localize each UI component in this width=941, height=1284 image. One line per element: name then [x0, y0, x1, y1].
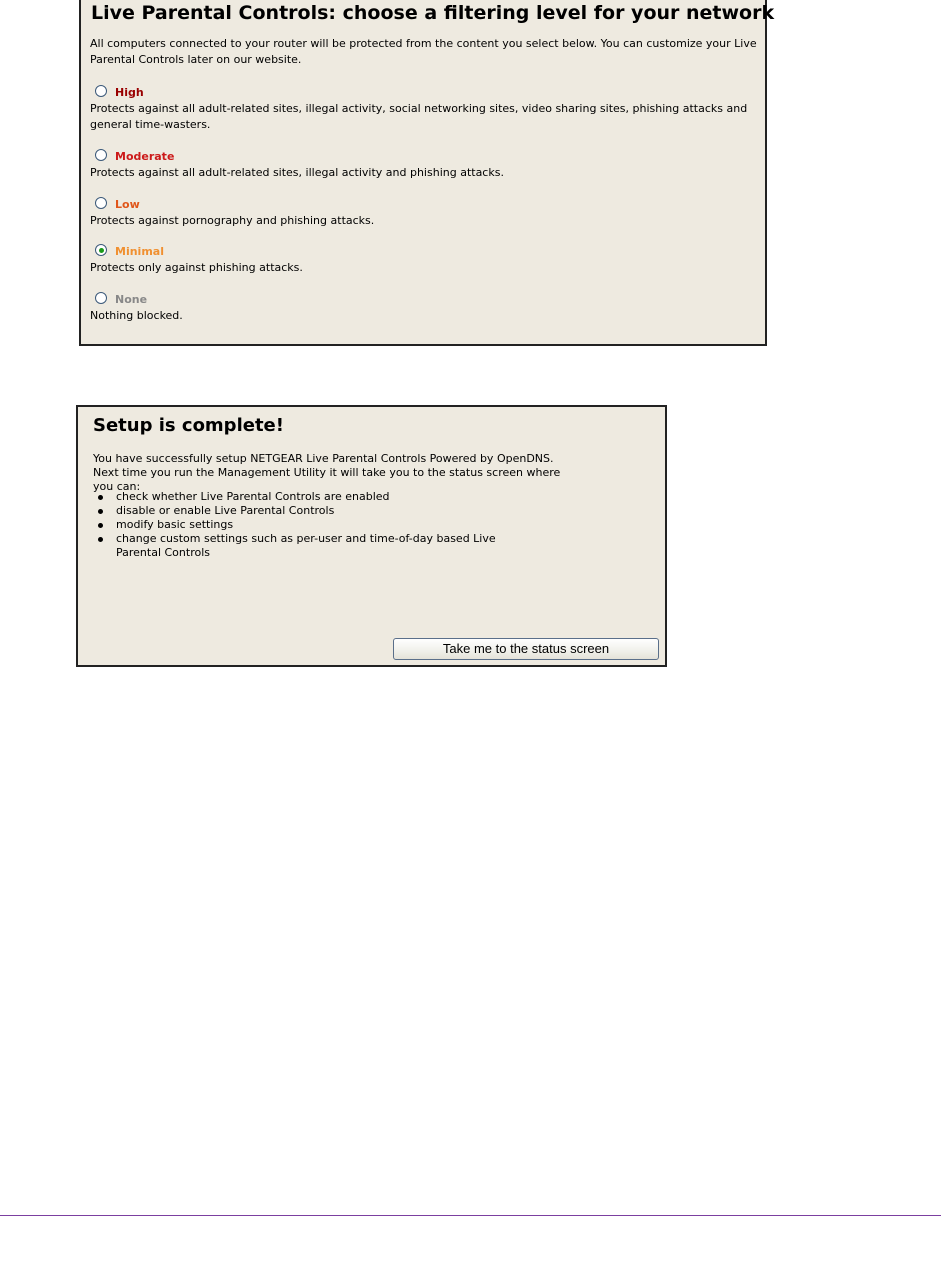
setup-complete-title: Setup is complete!: [93, 415, 284, 436]
status-screen-button[interactable]: Take me to the status screen: [393, 638, 659, 660]
option-none-description: Nothing blocked.: [90, 309, 183, 322]
bullet-icon: [98, 537, 103, 542]
footer-divider: [0, 1215, 941, 1216]
radio-none[interactable]: [95, 292, 107, 304]
setup-complete-intro: You have successfully setup NETGEAR Live Parental Controls Powered by OpenDNS. Next time you run the Management Utility it will take you to the status screen where you can:: [93, 452, 561, 493]
bullet-icon: [98, 509, 103, 514]
option-minimal: [90, 242, 760, 276]
option-none: [90, 290, 760, 324]
option-moderate: [90, 147, 760, 181]
list-item: [93, 490, 523, 504]
option-low-description: Protects against pornography and phishing attacks.: [90, 214, 375, 227]
option-low: [90, 195, 760, 229]
status-feature-list: [93, 490, 523, 560]
option-moderate-label[interactable]: Moderate: [115, 150, 175, 163]
filtering-panel-title: Live Parental Controls: choose a filtering level for your network: [91, 2, 775, 24]
option-high-description: Protects against all adult-related sites, illegal activity, social networking sites, video sharing sites, phishing attacks and general time-wasters.: [90, 102, 748, 131]
setup-complete-panel: [76, 405, 667, 667]
list-item: [93, 504, 523, 518]
bullet-icon: [98, 523, 103, 528]
radio-minimal[interactable]: [95, 244, 107, 256]
option-none-label[interactable]: None: [115, 293, 148, 306]
list-item-text: check whether Live Parental Controls are enabled: [116, 490, 390, 503]
list-item: [93, 518, 523, 532]
option-moderate-description: Protects against all adult-related sites, illegal activity and phishing attacks.: [90, 166, 504, 179]
radio-moderate[interactable]: [95, 149, 107, 161]
option-low-label[interactable]: Low: [115, 198, 140, 211]
radio-high[interactable]: [95, 85, 107, 97]
filtering-level-panel: [79, 0, 775, 346]
list-item-text: change custom settings such as per-user and time-of-day based Live Parental Controls: [116, 532, 496, 559]
option-minimal-label[interactable]: Minimal: [115, 245, 164, 258]
bullet-icon: [98, 495, 103, 500]
option-high: [90, 83, 760, 133]
option-minimal-description: Protects only against phishing attacks.: [90, 261, 303, 274]
filtering-panel-intro: All computers connected to your router will be protected from the content you select below. You can customize your Live Parental Controls later on our website.: [90, 37, 757, 66]
option-high-label[interactable]: High: [115, 86, 144, 99]
list-item: [93, 532, 523, 560]
radio-low[interactable]: [95, 197, 107, 209]
list-item-text: modify basic settings: [116, 518, 234, 531]
list-item-text: disable or enable Live Parental Controls: [116, 504, 335, 517]
